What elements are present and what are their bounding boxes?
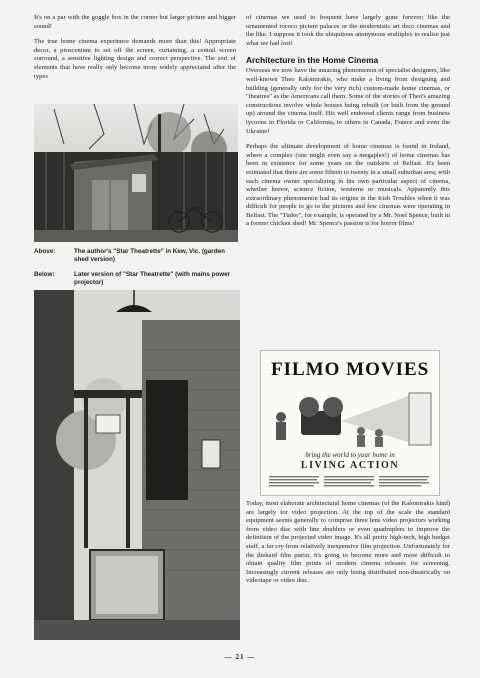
- ad-fine-print: [269, 475, 431, 491]
- caption-text: Later version of "Star Theatrette" (with mains power projector): [74, 271, 231, 286]
- ad-tagline: bring the world to your home in: [305, 451, 395, 459]
- page-number: — 21 —: [224, 653, 256, 661]
- left-column: [34, 14, 236, 88]
- left-intro-paragraph-1: It's on a par with the goggle box in the corner but larger picture and bigger sound!: [34, 14, 236, 30]
- caption-below: [34, 271, 240, 287]
- caption-above: [34, 248, 240, 264]
- caption-label: Below:: [34, 271, 55, 278]
- architecture-paragraph-1: Overseas we now have the amazing phenomenon of specialist designers, like well-known Theo Kalomirakis, who make a living from designing and building (generally only for the very rich) custom-made home cinemas, or "theatres" as the Americans call them. Some of the stories of Theo's amazing constructions involve whole houses being rebuilt (or built from the ground up) around the cinema itself. His well endowed clients range from business tycoons in Florida or California, to others in Canada, France and even the Ukraine!: [246, 67, 450, 135]
- photo-captions: [34, 248, 240, 294]
- closing-text-block: [246, 500, 450, 593]
- ad-illustration: [261, 387, 439, 449]
- right-column: [246, 14, 450, 236]
- theatrette-photo: [34, 290, 240, 640]
- left-intro-paragraph-2: The true home cinema experience demands more than this! Appropriate decor, a proscenium to set off the screen, curtaining, a central screen surround, a sensitive lighting design and correct perspective. The sort of elements that have really only become more widely appreciated after the types: [34, 38, 236, 80]
- caption-text: The author's "Star Theatrette" in Kew, Vic. (garden shed version): [74, 248, 225, 263]
- ad-subtitle: LIVING ACTION: [300, 460, 400, 471]
- garden-shed-photo: [34, 104, 238, 242]
- ad-title: FILMO MOVIES: [271, 359, 430, 380]
- right-intro-paragraph: of cinemas we used to frequent have largely gone forever; like the ornamented rococo picture palaces or the modernistic art deco cinemas and the like. I suppose it took the ubiquitous anonymous multiplex to realise just what we had lost!: [246, 14, 450, 47]
- section-heading: Architecture in the Home Cinema: [246, 55, 379, 66]
- architecture-paragraph-2: Perhaps the ultimate development of home cinemas is found in Ireland, where a complex (one might even say a megaplex!) of home cinemas has been in existence for some years on the outskirts of Belfast. It's been estimated that there are some fifteen to twenty in a small suburban area, with each cinema owner specializing in his own particular aspect of cinema, whether horror, science fiction, westerns or musicals. Apparently this extraordinary phenomenon had its origins in the Irish Troubles when it was difficult for people to go to the pictures and few cinemas were operating in Belfast. The "Tudor", for example, is operated by a Mr. Noel Spence, built in a former chicken shed! Mr. Spence's passion is for horror films!: [246, 143, 450, 228]
- closing-paragraph: Today, most elaborate architectural home cinemas (of the Kalomirakis kind) are largely for video projection. At the top of the scale the standard equipment seems generally to comprise three lens video projectors working from video disc with line doublers or even quadruplers to improve the definition of the projected video image. It's all pretty high-tech, high budget stuff, a far cry from relatively inexpensive film projection. Unfortunately for the diehard film purist, it's going to become more and more difficult to obtain quality film prints of modern cinema releases for screening. Increasingly current releases are only being distributed non-theatrically on videotape or video disc.: [246, 500, 450, 585]
- caption-label: Above:: [34, 248, 56, 255]
- filmo-movies-advertisement: [260, 350, 440, 496]
